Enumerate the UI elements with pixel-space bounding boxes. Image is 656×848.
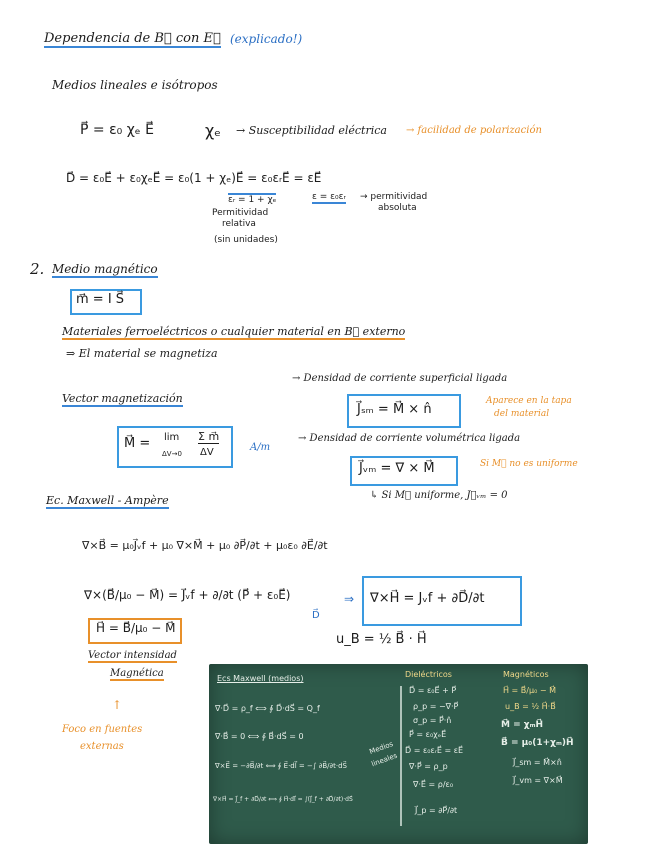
board-col2-line: ∇·E⃗ = ρ/ε₀ [413,780,454,789]
board-col1-title: Ecs Maxwell (medios) [217,674,304,683]
equation-ampere-arrow: ⇒ [344,592,355,606]
equation-jsm: J⃗ₛₘ = M⃗ × n̂ [357,402,432,417]
board-col2-line: ρ_p = −∇·P⃗ [413,702,459,711]
equation-m-frac-num: Σ m⃗ [198,430,220,443]
equation-ampere-2-sub: D⃗ [312,610,320,621]
h-label-1: Vector intensidad [88,650,177,661]
board-col3-line: J⃗_sm = M⃗×n̂ [513,758,562,767]
eps-definition: ε = ε₀εᵣ [312,192,346,202]
section2-title: Medio magnético [52,262,158,276]
board-col3-line: J⃗_vm = ∇×M⃗ [513,776,563,785]
board-col3-line: M⃗ = χₘH⃗ [501,720,544,730]
surface-density: → Densidad de corriente superficial ligada [292,373,508,384]
board-col1-line: ∇×E⃗ = −∂B⃗/∂t ⟺ ∮ E⃗·dl⃗ = −∫ ∂B⃗/∂t·dS⃗ [215,762,347,770]
perm-rel-2: relativa [222,219,256,229]
equation-magnetic-moment: m⃗ = I S⃗ [76,292,125,307]
board-col2-line: P⃗ = ε₀χₑE⃗ [409,730,447,739]
equation-displacement: D⃗ = ε₀E⃗ + ε₀χₑE⃗ = ε₀(1 + χₑ)E⃗ = ε₀εᵣE⃗ = εE⃗ [66,171,322,185]
equation-m-lim-sub: ΔV→0 [162,450,182,458]
equation-ampere-boxed: ∇×H⃗ = Jᵥf + ∂D⃗/∂t [370,591,485,606]
board-col3-line: B⃗ = μ₀(1+χₘ)H⃗ [501,738,574,748]
board-col1-line: ∇×H⃗ = J⃗_f + ∂D⃗/∂t ⟺ ∮ H⃗·dl⃗ = ∫(J⃗_f + ∂D⃗/∂t)·dS⃗ [213,796,353,803]
board-col2-line: D⃗ = ε₀εᵣE⃗ = εE⃗ [405,746,464,755]
chi-note: → facilidad de polarización [406,125,542,136]
equation-jvm: J⃗ᵥₘ = ∇ × M⃗ [359,461,435,476]
focus-note-1: Foco en fuentes [62,724,143,735]
equation-m-frac-den: ΔV [200,447,214,458]
board-col1-line: ∇·D⃗ = ρ_f ⟺ ∮ D⃗·dS⃗ = Q_f [215,704,320,713]
board-side-label-2: lineales [370,751,399,769]
equation-m-lhs: M⃗ = [124,436,151,451]
equation-m-units: A/m [250,442,271,453]
er-definition: εᵣ = 1 + χₑ [228,195,277,205]
ampere-title: Ec. Maxwell - Ampère [46,494,169,507]
page-title: Dependencia de B⃗ con E⃗ [44,31,221,46]
arrow-up: ↑ [112,698,123,712]
materials-line: Materiales ferroeléctricos o cualquier material en B⃗ externo [62,325,406,338]
chi-description: → Susceptibilidad eléctrica [236,124,387,137]
eps-note-1: → permitividad [360,192,428,202]
media-heading: Medios lineales e isótropos [52,78,218,92]
equation-energy: u_B = ½ B⃗ · H⃗ [336,632,427,647]
equation-h: H⃗ = B⃗/μ₀ − M⃗ [96,621,176,635]
title-note: (explicado!) [230,32,303,46]
surface-note-1: Aparece en la tapa [486,396,572,406]
uniform-note: ↳ Si M⃗ uniforme, J⃗ᵥₘ = 0 [370,490,508,501]
equation-polarization: P⃗ = ε₀ χₑ E⃗ [80,122,154,138]
board-col3-line: H⃗ = B⃗/μ₀ − M⃗ [503,686,556,695]
board-col2-line: D⃗ = ε₀E⃗ + P⃗ [409,686,457,695]
board-side-label-1: Medios [368,740,395,756]
equation-ampere-2: ∇×(B⃗/μ₀ − M⃗) = J⃗ᵥf + ∂/∂t (P⃗ + ε₀E⃗) [84,588,291,602]
board-col2-line: J⃗_p = ∂P⃗/∂t [415,806,458,815]
board-col2-line: ∇·P⃗ = ρ_p [409,762,448,771]
eps-note-2: absoluta [378,203,417,213]
board-col1-line: ∇·B⃗ = 0 ⟺ ∮ B⃗·dS⃗ = 0 [215,732,304,741]
board-col3-title: Magnéticos [503,670,549,679]
vector-magnetization: Vector magnetización [62,392,183,405]
h-label-2: Magnética [110,668,164,679]
board-divider [400,686,402,826]
chi-symbol: χₑ [205,121,221,140]
board-col2-line: σ_p = P⃗·n̂ [413,716,452,725]
chalkboard-photo [209,664,588,844]
perm-rel-3: (sin unidades) [214,235,278,245]
section2-number: 2. [30,260,45,278]
equation-m-lim: lim [164,432,180,443]
perm-rel-1: Permitividad [212,208,269,218]
board-col3-line: u_B = ½ H⃗·B⃗ [505,702,556,711]
focus-note-2: externas [80,741,124,752]
nonuniform-note: Si M⃗ no es uniforme [480,459,578,469]
board-col2-title: Dieléctricos [405,670,452,679]
volume-density: → Densidad de corriente volumétrica ligada [298,433,521,444]
surface-note-2: del material [494,409,550,419]
materials-sub: ⇒ El material se magnetiza [66,347,218,360]
equation-ampere-1: ∇×B⃗ = μ₀J⃗ᵥf + μ₀ ∇×M⃗ + μ₀ ∂P⃗/∂t + μ₀ε₀ ∂E⃗/∂t [82,539,328,552]
